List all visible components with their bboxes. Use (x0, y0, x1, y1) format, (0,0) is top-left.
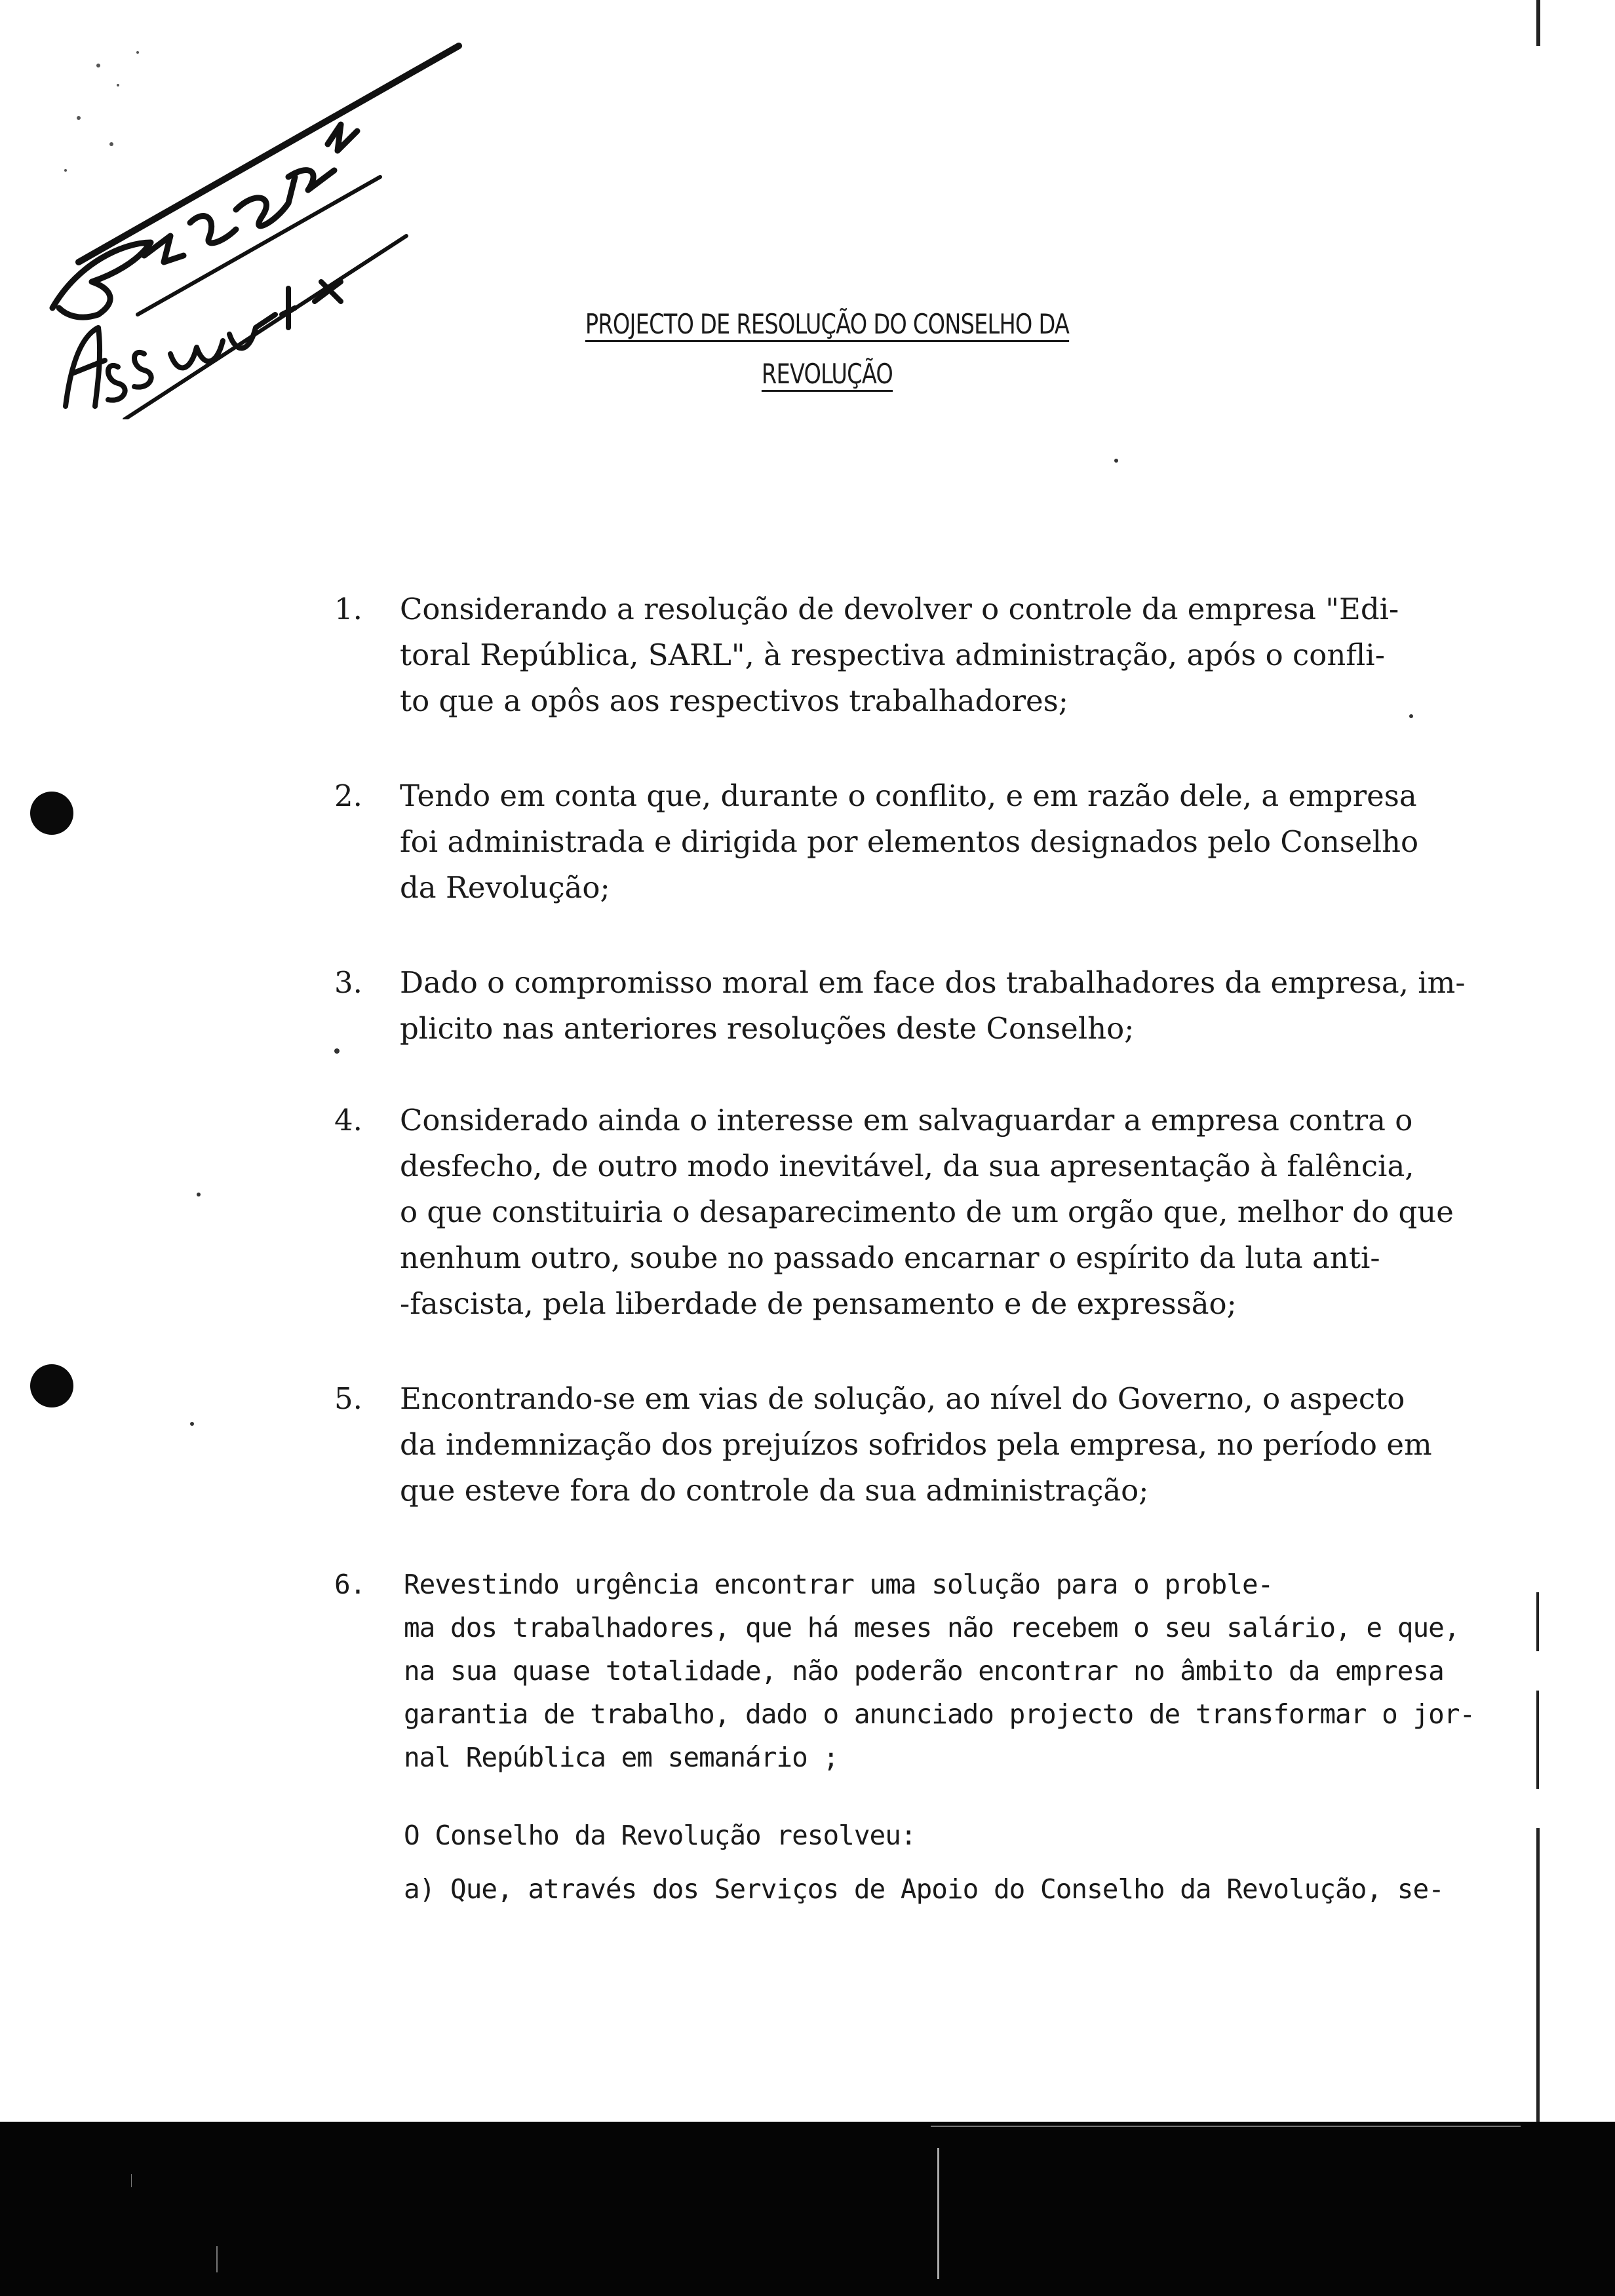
document-title-line-2: REVOLUÇÃO (761, 358, 893, 390)
scan-speck (1114, 459, 1118, 463)
item-line: Revestindo urgência encontrar uma solução para o proble- (404, 1569, 1274, 1600)
item-line: nenhum outro, soube no passado encarnar o espírito da luta anti- (400, 1240, 1380, 1275)
item-text (400, 586, 1475, 724)
scan-edge-line (1536, 1828, 1540, 2123)
item-line: foi administrada e dirigida por elementos designados pelo Conselho (400, 824, 1419, 859)
item-text (404, 1563, 1479, 1779)
item-line: to que a opôs aos respectivos trabalhadores; (400, 683, 1068, 718)
item-text (400, 1098, 1475, 1327)
item-line: Tendo em conta que, durante o conflito, e em razão dele, a empresa (400, 778, 1417, 813)
scan-speck (334, 1048, 340, 1054)
resolution-point-a: a) Que, através dos Serviços de Apoio do Conselho da Revolução, se- (404, 1873, 1444, 1905)
scan-edge-line (1536, 0, 1540, 46)
item-line: ma dos trabalhadores, que há meses não recebem o seu salário, e que, (404, 1612, 1460, 1643)
item-line: na sua quase totalidade, não poderão encontrar no âmbito da empresa (404, 1655, 1444, 1687)
item-line: Considerado ainda o interesse em salvaguardar a empresa contra o (400, 1103, 1413, 1138)
scanner-bottom-band (0, 2122, 1615, 2296)
item-line: o que constituiria o desaparecimento de um orgão que, melhor do que (400, 1195, 1454, 1229)
scan-speck (1409, 714, 1413, 718)
item-line: garantia de trabalho, dado o anunciado projecto de transformar o jor- (404, 1698, 1475, 1730)
scan-scratch (931, 2126, 1521, 2127)
item-line: nal República em semanário ; (404, 1742, 839, 1773)
resolution-intro: O Conselho da Revolução resolveu: (404, 1820, 916, 1851)
item-number: 1. (334, 592, 362, 626)
scan-edge-line (1536, 1592, 1539, 1651)
item-line: Encontrando-se em vias de solução, ao nível do Governo, o aspecto (400, 1381, 1405, 1416)
item-number: 6. (334, 1569, 366, 1600)
item-number: 5. (334, 1381, 362, 1416)
scan-scratch (131, 2174, 132, 2187)
scan-scratch (216, 2246, 218, 2272)
item-line: que esteve fora do controle da sua administração; (400, 1473, 1149, 1508)
item-number: 4. (334, 1103, 362, 1138)
item-line: da indemnização dos prejuízos sofridos pela empresa, no período em (400, 1427, 1432, 1462)
item-number: 3. (334, 965, 362, 1000)
item-line: plicito nas anteriores resoluções deste Conselho; (400, 1011, 1135, 1046)
punch-hole-mark (30, 1364, 73, 1407)
item-line: toral República, SARL", à respectiva administração, após o confli- (400, 638, 1385, 672)
document-title-line-1: PROJECTO DE RESOLUÇÃO DO CONSELHO DA (585, 308, 1070, 340)
punch-hole-mark (30, 792, 73, 835)
item-line: Dado o compromisso moral em face dos trabalhadores da empresa, im- (400, 965, 1466, 1000)
item-line: desfecho, de outro modo inevitável, da sua apresentação à falência, (400, 1149, 1414, 1183)
item-text (400, 1376, 1475, 1514)
item-number: 2. (334, 778, 362, 813)
item-line: Considerando a resolução de devolver o controle da empresa "Edi- (400, 592, 1399, 626)
scan-speck (190, 1422, 194, 1426)
scan-speck (197, 1193, 201, 1196)
scan-scratch (937, 2148, 939, 2279)
item-text (400, 773, 1475, 911)
item-text (400, 960, 1475, 1052)
item-line: da Revolução; (400, 870, 610, 905)
scan-edge-line (1536, 1691, 1539, 1789)
item-line: -fascista, pela liberdade de pensamento e de expressão; (400, 1286, 1237, 1321)
